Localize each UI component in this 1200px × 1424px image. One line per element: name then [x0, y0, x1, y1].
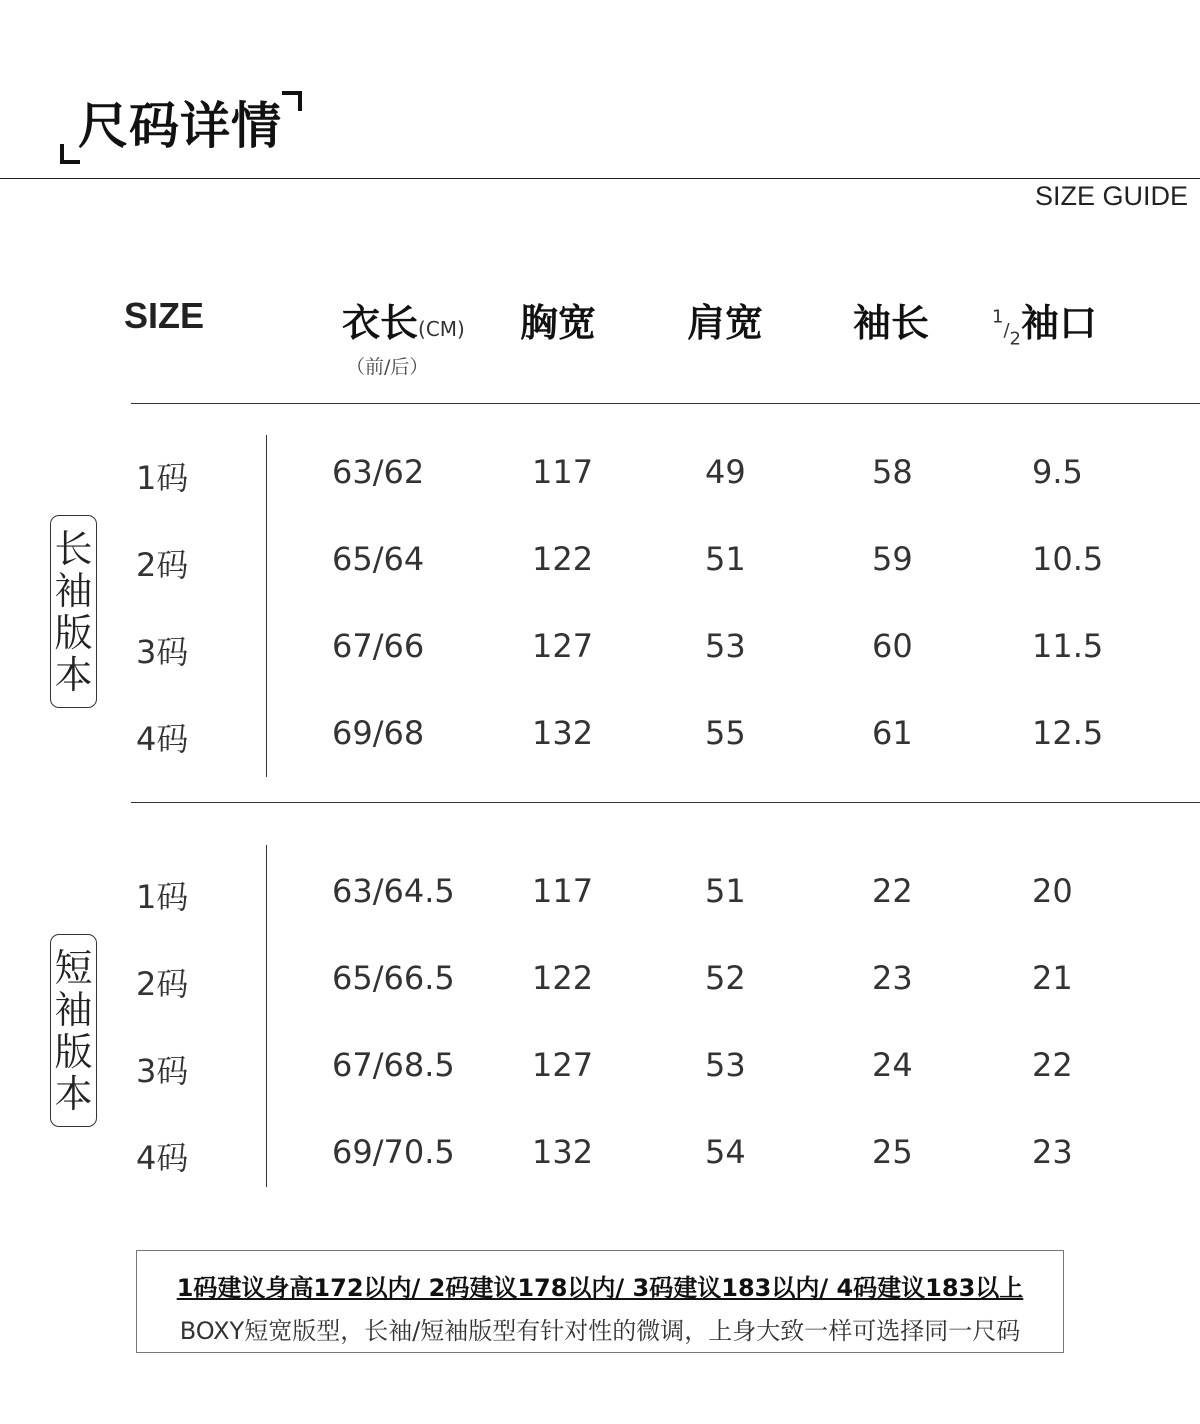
- short-sleeve-label: 短袖版本: [54, 945, 93, 1116]
- header-shoulder: 肩宽: [687, 301, 764, 345]
- length-cell: 67/66: [332, 627, 425, 665]
- length-cell: 69/68: [332, 714, 425, 752]
- divider: [0, 178, 1200, 179]
- chest-cell: 132: [532, 714, 594, 752]
- size-cell: 2码: [136, 546, 189, 584]
- header-cuff: [992, 292, 1097, 350]
- sleeve-cell: 25: [872, 1133, 913, 1171]
- shoulder-cell: 53: [705, 1046, 746, 1084]
- sleeve-cell: 23: [872, 959, 913, 997]
- long-sleeve-column-divider: [266, 435, 267, 777]
- page-title: 尺码详情: [78, 97, 282, 155]
- header-length-unit: (CM): [418, 317, 465, 341]
- chest-cell: 122: [532, 959, 594, 997]
- note-height-recommendation: 1码建议身高172以内/ 2码建议178以内/ 3码建议183以内/ 4码建议183以上: [176, 1274, 1024, 1302]
- header-length: [342, 292, 465, 347]
- long-sleeve-label: 长袖版本: [54, 526, 93, 697]
- shoulder-cell: 51: [705, 872, 746, 910]
- short-sleeve-label-box: [50, 934, 97, 1127]
- cuff-cell: 9.5: [1032, 453, 1083, 491]
- sleeve-cell: 59: [872, 540, 913, 578]
- header-sleeve: 袖长: [853, 301, 930, 345]
- corner-bracket-top-right: [282, 91, 302, 111]
- cuff-cell: 22: [1032, 1046, 1073, 1084]
- long-sleeve-label-box: [50, 515, 97, 708]
- note-fit-description: BOXY短宽版型，长袖/短袖版型有针对性的微调，上身大致一样可选择同一尺码: [179, 1317, 1021, 1345]
- chest-cell: 127: [532, 627, 594, 665]
- header-length-sub: （前/后）: [346, 356, 429, 378]
- size-cell: 3码: [136, 633, 189, 671]
- sleeve-cell: 60: [872, 627, 913, 665]
- length-cell: 63/62: [332, 453, 425, 491]
- cuff-cell: 21: [1032, 959, 1073, 997]
- length-cell: 69/70.5: [332, 1133, 455, 1171]
- header-chest: 胸宽: [520, 301, 597, 345]
- header-length-label: 衣长: [342, 301, 419, 345]
- shoulder-cell: 49: [705, 453, 746, 491]
- length-cell: 65/64: [332, 540, 425, 578]
- chest-cell: 117: [532, 453, 594, 491]
- header-size: SIZE: [124, 295, 205, 336]
- chest-cell: 122: [532, 540, 594, 578]
- header-cuff-fraction-slash: /: [1003, 320, 1010, 341]
- header-cuff-label: 袖口: [1020, 301, 1097, 345]
- sleeve-cell: 24: [872, 1046, 913, 1084]
- length-cell: 67/68.5: [332, 1046, 455, 1084]
- sleeve-cell: 22: [872, 872, 913, 910]
- cuff-cell: 10.5: [1032, 540, 1104, 578]
- shoulder-cell: 53: [705, 627, 746, 665]
- section-divider: [131, 802, 1200, 803]
- size-cell: 3码: [136, 1052, 189, 1090]
- corner-bracket-bottom-left: [60, 144, 80, 164]
- length-cell: 63/64.5: [332, 872, 455, 910]
- shoulder-cell: 51: [705, 540, 746, 578]
- size-cell: 1码: [136, 878, 189, 916]
- chest-cell: 127: [532, 1046, 594, 1084]
- note-box: [136, 1250, 1064, 1353]
- shoulder-cell: 55: [705, 714, 746, 752]
- chest-cell: 132: [532, 1133, 594, 1171]
- size-cell: 2码: [136, 965, 189, 1003]
- cuff-cell: 20: [1032, 872, 1073, 910]
- cuff-cell: 11.5: [1032, 627, 1104, 665]
- sleeve-cell: 61: [872, 714, 913, 752]
- header-divider: [131, 403, 1200, 404]
- page-subtitle: SIZE GUIDE: [1034, 181, 1188, 211]
- chest-cell: 117: [532, 872, 594, 910]
- size-cell: 4码: [136, 720, 189, 758]
- header-cuff-fraction-num: 1: [992, 306, 1004, 328]
- cuff-cell: 12.5: [1032, 714, 1104, 752]
- cuff-cell: 23: [1032, 1133, 1073, 1171]
- header-cuff-fraction-den: 2: [1009, 328, 1021, 350]
- size-cell: 1码: [136, 459, 189, 497]
- shoulder-cell: 52: [705, 959, 746, 997]
- sleeve-cell: 58: [872, 453, 913, 491]
- size-cell: 4码: [136, 1139, 189, 1177]
- length-cell: 65/66.5: [332, 959, 455, 997]
- shoulder-cell: 54: [705, 1133, 746, 1171]
- short-sleeve-column-divider: [266, 845, 267, 1187]
